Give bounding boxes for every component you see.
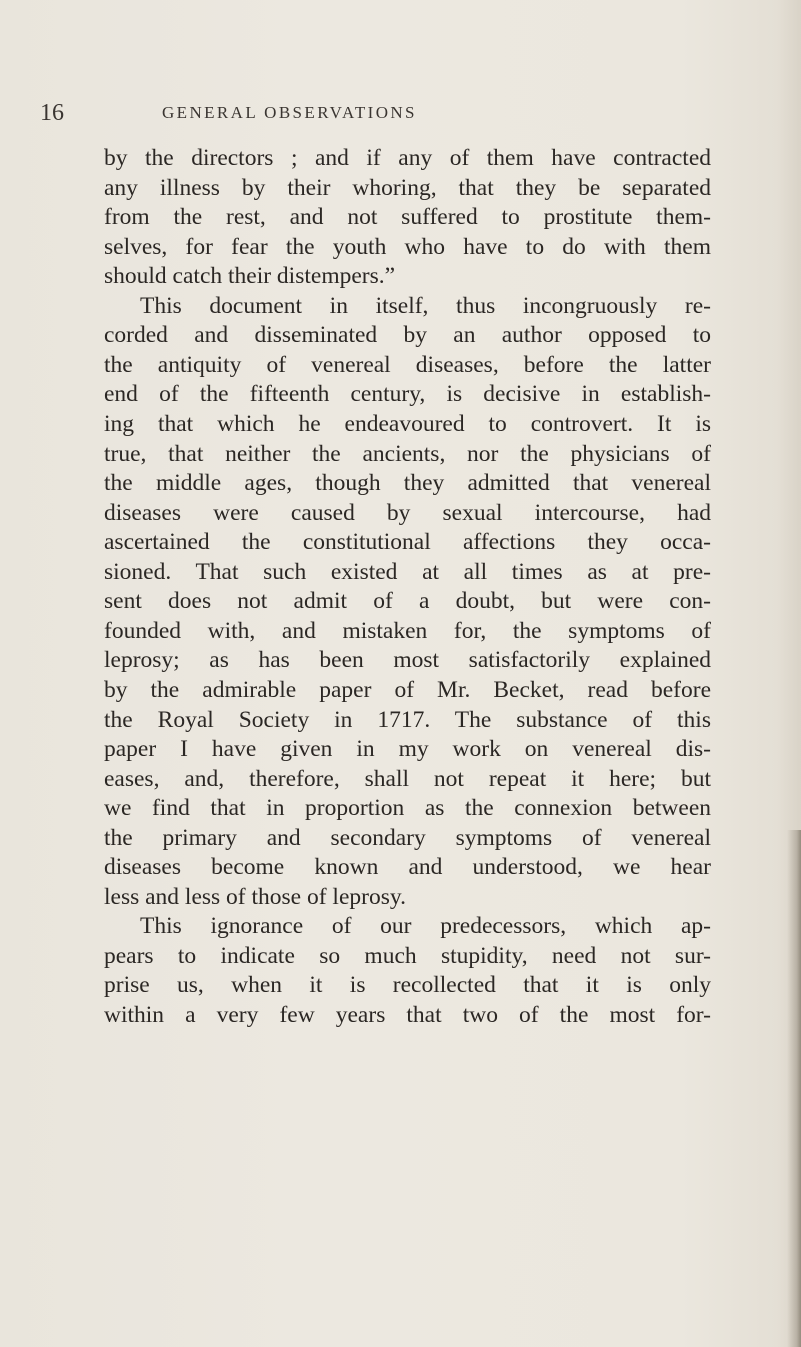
text-line: the primary and secondary symptoms of venereal <box>104 824 711 851</box>
text-line: within a very few years that two of the most for- <box>104 1002 711 1028</box>
text-line: corded and disseminated by an author opposed to <box>104 322 711 349</box>
text-line: leprosy; as has been most satisfactorily explained <box>104 647 711 674</box>
text-line: end of the fifteenth century, is decisive in establish- <box>104 381 711 408</box>
text-line: diseases become known and understood, we hear <box>104 854 711 881</box>
running-head: GENERAL OBSERVATIONS <box>162 103 417 122</box>
text-line: by the directors ; and if any of them have contracted <box>104 145 711 171</box>
text-line: from the rest, and not suffered to prostitute them- <box>104 204 711 231</box>
text-line: paper I have given in my work on venereal dis- <box>104 736 711 762</box>
text-line: This ignorance of our predecessors, which ap- <box>140 913 711 940</box>
text-line: should catch their distempers.” <box>104 263 396 290</box>
text-line: true, that neither the ancients, nor the physicians of <box>104 440 711 467</box>
text-line: sioned. That such existed at all times as at pre- <box>104 558 711 585</box>
text-line: we find that in proportion as the connexion between <box>104 795 711 822</box>
text-line: selves, for fear the youth who have to do with them <box>104 233 711 260</box>
page-number: 16 <box>40 100 64 126</box>
text-line: ascertained the constitutional affections they occa- <box>104 529 711 556</box>
text-line: ing that which he endeavoured to controvert. It is <box>104 410 711 437</box>
text-line: prise us, when it is recollected that it is only <box>104 972 711 999</box>
text-line: the middle ages, though they admitted that venereal <box>104 470 711 497</box>
text-line: This document in itself, thus incongruously re- <box>140 292 711 319</box>
text-line: less and less of those of leprosy. <box>104 883 406 910</box>
text-line: diseases were caused by sexual intercourse, had <box>104 499 711 526</box>
text-line: any illness by their whoring, that they be separated <box>104 174 711 201</box>
text-line: sent does not admit of a doubt, but were con- <box>104 588 711 615</box>
text-line: the Royal Society in 1717. The substance of this <box>104 706 711 733</box>
text-line: the antiquity of venereal diseases, before the latter <box>104 351 711 378</box>
text-line: pears to indicate so much stupidity, need not sur- <box>104 942 711 969</box>
text-line: by the admirable paper of Mr. Becket, read before <box>104 676 711 703</box>
text-line: founded with, and mistaken for, the symptoms of <box>104 617 711 644</box>
text-line: eases, and, therefore, shall not repeat it here; but <box>104 765 711 792</box>
